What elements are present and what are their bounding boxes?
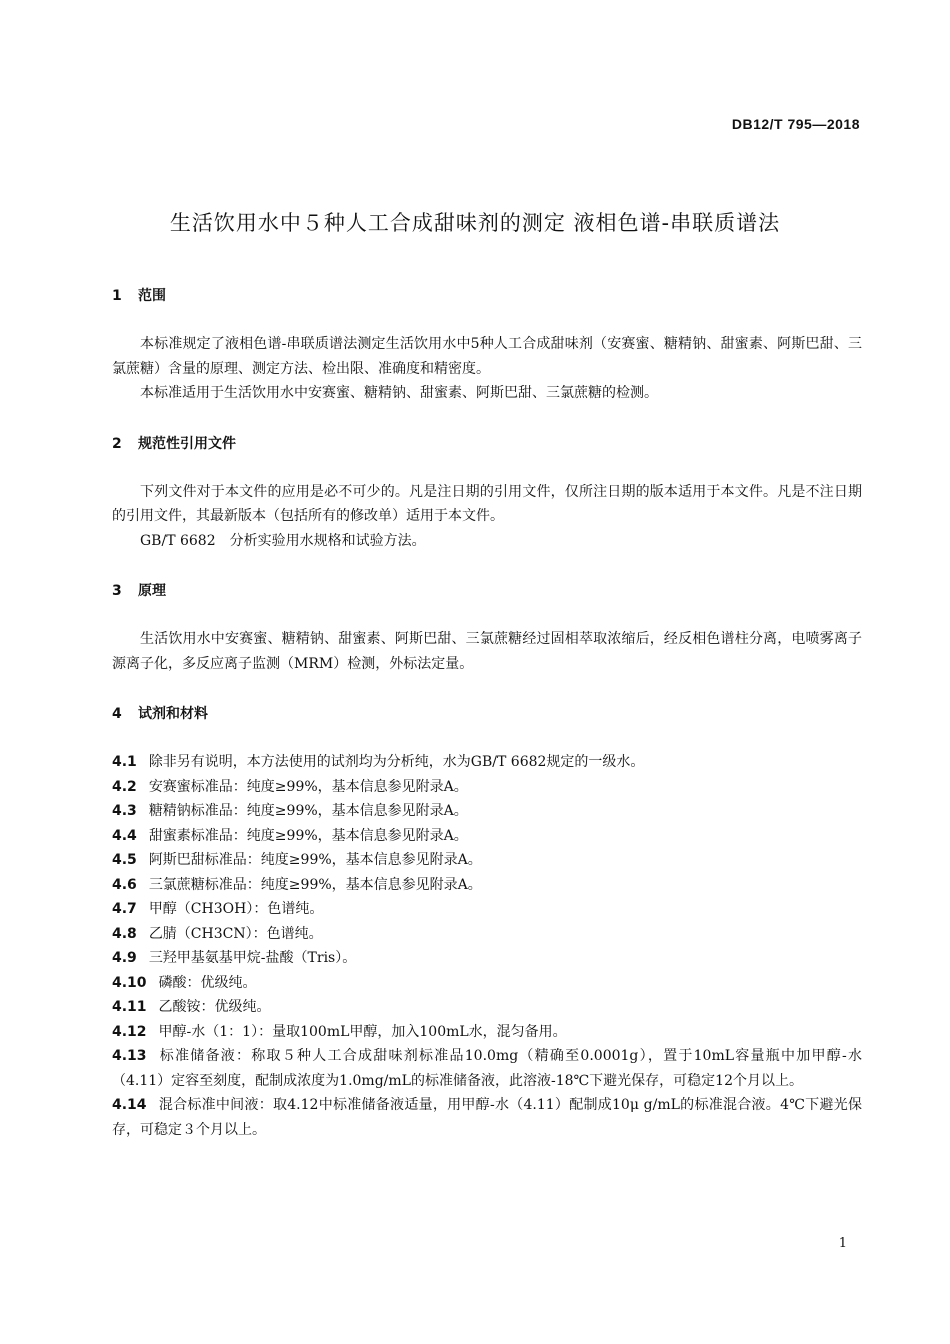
item-number: 4.11 <box>112 999 147 1015</box>
item-text: 糖精钠标准品：纯度≥99%，基本信息参见附录A。 <box>148 803 468 819</box>
item-text: 甲醇（CH3OH）：色谱纯。 <box>148 901 324 917</box>
list-item <box>112 971 862 996</box>
section-heading <box>112 579 862 603</box>
item-number: 4.8 <box>112 925 137 942</box>
list-item <box>112 750 862 775</box>
list-item <box>112 1093 862 1142</box>
item-number: 4.5 <box>112 852 137 868</box>
paragraph: GB/T 6682 分析实验用水规格和试验方法。 <box>140 532 426 549</box>
paragraph: 本标准适用于生活饮用水中安赛蜜、糖精钠、甜蜜素、阿斯巴甜、三氯蔗糖的检测。 <box>140 385 658 401</box>
section-heading <box>112 702 862 726</box>
list-item <box>112 824 862 849</box>
page-number: 1 <box>838 1236 847 1251</box>
item-number: 4.10 <box>112 974 147 991</box>
item-number: 4.1 <box>112 754 137 770</box>
section-title: 试剂和材料 <box>138 706 208 722</box>
item-text: 安赛蜜标准品：纯度≥99%，基本信息参见附录A。 <box>148 778 468 795</box>
list-item <box>112 799 862 824</box>
item-text: 标准储备液：称取５种人工合成甜味剂标准品10.0mg（精确至0.0001g），置于10mL容量瓶中加甲醇-水（4.11）定容至刻度，配制成浓度为1.0mg/mL的标准储备液，此溶液-18℃下避光保存，可稳定12个月以上。 <box>112 1048 862 1089</box>
item-text: 甜蜜素标准品：纯度≥99%，基本信息参见附录A。 <box>148 827 468 844</box>
paragraph: 本标准规定了液相色谱-串联质谱法测定生活饮用水中5种人工合成甜味剂（安赛蜜、糖精钠、甜蜜素、阿斯巴甜、三氯蔗糖）含量的原理、测定方法、检出限、准确度和精密度。 <box>112 336 862 377</box>
list-item <box>112 897 862 922</box>
item-number: 4.9 <box>112 950 137 966</box>
item-text: 除非另有说明，本方法使用的试剂均为分析纯，水为GB/T 6682规定的一级水。 <box>148 754 645 770</box>
section-number: 1 <box>112 288 122 304</box>
item-text: 三羟甲基氨基甲烷-盐酸（Tris）。 <box>148 950 357 966</box>
section-heading <box>112 432 862 456</box>
item-number: 4.7 <box>112 901 137 917</box>
item-number: 4.14 <box>112 1097 147 1113</box>
section-number: 2 <box>112 435 122 452</box>
list-item <box>112 995 862 1020</box>
document-body <box>112 284 862 1142</box>
item-number: 4.13 <box>112 1048 147 1064</box>
item-text: 磷酸：优级纯。 <box>158 974 257 991</box>
list-item <box>112 922 862 947</box>
section-title: 规范性引用文件 <box>138 435 236 452</box>
item-number: 4.4 <box>112 827 137 844</box>
item-text: 甲醇-水（1：1）：量取100mL甲醇，加入100mL水，混匀备用。 <box>158 1023 567 1040</box>
section-number: 4 <box>112 706 122 722</box>
list-item <box>112 946 862 971</box>
item-number: 4.3 <box>112 803 137 819</box>
section-title: 原理 <box>138 583 166 599</box>
item-text: 混合标准中间液：取4.12中标准储备液适量，用甲醇-水（4.11）配制成10μ g/mL的标准混合液。4℃下避光保存，可稳定３个月以上。 <box>112 1097 862 1138</box>
item-number: 4.12 <box>112 1023 147 1040</box>
section-number: 3 <box>112 583 122 599</box>
paragraph: 下列文件对于本文件的应用是必不可少的。凡是注日期的引用文件，仅所注日期的版本适用于本文件。凡是不注日期的引用文件，其最新版本（包括所有的修改单）适用于本文件。 <box>112 483 862 524</box>
list-item <box>112 848 862 873</box>
list-item <box>112 873 862 898</box>
document-title: 生活饮用水中５种人工合成甜味剂的测定 液相色谱-串联质谱法 <box>169 211 781 235</box>
section-title: 范围 <box>138 288 166 304</box>
item-text: 乙腈（CH3CN）：色谱纯。 <box>148 925 323 942</box>
paragraph: 生活饮用水中安赛蜜、糖精钠、甜蜜素、阿斯巴甜、三氯蔗糖经过固相萃取浓缩后，经反相色谱柱分离，电喷雾离子源离子化，多反应离子监测（MRM）检测，外标法定量。 <box>112 631 862 672</box>
item-text: 三氯蔗糖标准品：纯度≥99%，基本信息参见附录A。 <box>148 876 482 893</box>
list-item <box>112 1044 862 1093</box>
section-heading <box>112 284 862 308</box>
standard-code: DB12/T 795—2018 <box>731 116 860 132</box>
item-number: 4.2 <box>112 778 137 795</box>
item-text: 乙酸铵：优级纯。 <box>158 999 271 1015</box>
item-number: 4.6 <box>112 876 137 893</box>
item-text: 阿斯巴甜标准品：纯度≥99%，基本信息参见附录A。 <box>148 852 482 868</box>
list-item <box>112 775 862 800</box>
list-item <box>112 1020 862 1045</box>
